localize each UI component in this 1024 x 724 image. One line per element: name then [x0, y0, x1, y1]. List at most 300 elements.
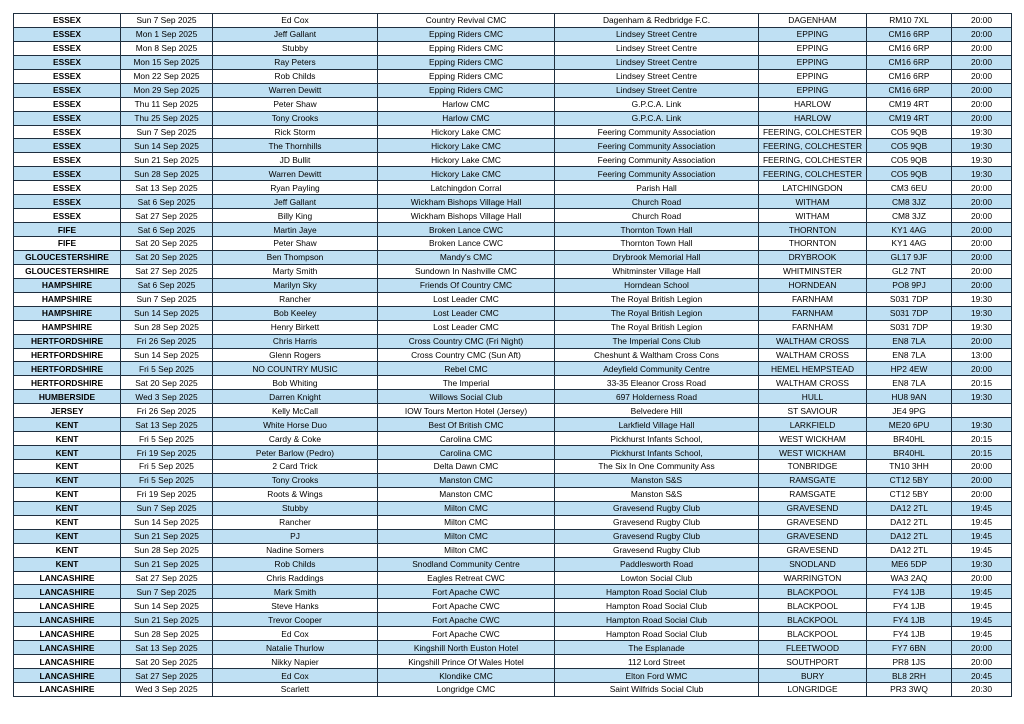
time-cell: 20:00 [952, 41, 1012, 55]
artist-cell: Scarlett [213, 683, 378, 697]
time-cell: 20:00 [952, 571, 1012, 585]
venue-cell: Manston S&S [555, 487, 759, 501]
town-cell: WITHAM [759, 209, 867, 223]
postcode-cell: FY7 6BN [867, 641, 952, 655]
table-row [14, 432, 1012, 446]
table-row [14, 599, 1012, 613]
artist-cell: Tony Crooks [213, 111, 378, 125]
postcode-cell: CT12 5BY [867, 487, 952, 501]
county-cell: LANCASHIRE [14, 613, 121, 627]
postcode-cell: CM19 4RT [867, 97, 952, 111]
postcode-cell: BL8 2RH [867, 669, 952, 683]
county-cell: LANCASHIRE [14, 669, 121, 683]
date-cell: Fri 5 Sep 2025 [121, 432, 213, 446]
artist-cell: Peter Shaw [213, 97, 378, 111]
time-cell: 19:45 [952, 599, 1012, 613]
venue-cell: Drybrook Memorial Hall [555, 250, 759, 264]
artist-cell: White Horse Duo [213, 418, 378, 432]
artist-cell: Ryan Payling [213, 181, 378, 195]
table-row [14, 153, 1012, 167]
table-row [14, 209, 1012, 223]
postcode-cell: DA12 2TL [867, 543, 952, 557]
venue-cell: The Six In One Community Ass [555, 460, 759, 474]
town-cell: LARKFIELD [759, 418, 867, 432]
venue-cell: Lindsey Street Centre [555, 55, 759, 69]
town-cell: WARRINGTON [759, 571, 867, 585]
date-cell: Wed 3 Sep 2025 [121, 390, 213, 404]
club-cell: Lost Leader CMC [378, 306, 555, 320]
date-cell: Sat 13 Sep 2025 [121, 181, 213, 195]
town-cell: BLACKPOOL [759, 599, 867, 613]
town-cell: EPPING [759, 83, 867, 97]
venue-cell: Lindsey Street Centre [555, 69, 759, 83]
time-cell: 20:00 [952, 27, 1012, 41]
table-row [14, 571, 1012, 585]
date-cell: Mon 29 Sep 2025 [121, 83, 213, 97]
county-cell: KENT [14, 460, 121, 474]
county-cell: HERTFORDSHIRE [14, 362, 121, 376]
date-cell: Sun 14 Sep 2025 [121, 515, 213, 529]
venue-cell: Gravesend Rugby Club [555, 543, 759, 557]
table-row [14, 69, 1012, 83]
time-cell: 13:00 [952, 348, 1012, 362]
county-cell: KENT [14, 473, 121, 487]
time-cell: 20:00 [952, 264, 1012, 278]
date-cell: Sat 6 Sep 2025 [121, 278, 213, 292]
venue-cell: G.P.C.A. Link [555, 97, 759, 111]
county-cell: GLOUCESTERSHIRE [14, 250, 121, 264]
town-cell: WEST WICKHAM [759, 432, 867, 446]
artist-cell: Darren Knight [213, 390, 378, 404]
table-row [14, 223, 1012, 237]
club-cell: Friends Of Country CMC [378, 278, 555, 292]
table-row [14, 181, 1012, 195]
county-cell: HAMPSHIRE [14, 278, 121, 292]
table-row [14, 292, 1012, 306]
table-row [14, 390, 1012, 404]
artist-cell: Rancher [213, 292, 378, 306]
events-table-body [14, 14, 1012, 697]
club-cell: Snodland Community Centre [378, 557, 555, 571]
club-cell: Epping Riders CMC [378, 83, 555, 97]
venue-cell: Thornton Town Hall [555, 237, 759, 251]
artist-cell: Bob Keeley [213, 306, 378, 320]
date-cell: Sun 7 Sep 2025 [121, 585, 213, 599]
postcode-cell: PR3 3WQ [867, 683, 952, 697]
town-cell: DRYBROOK [759, 250, 867, 264]
table-row [14, 14, 1012, 28]
date-cell: Fri 19 Sep 2025 [121, 446, 213, 460]
club-cell: Fort Apache CWC [378, 585, 555, 599]
town-cell: GRAVESEND [759, 543, 867, 557]
time-cell: 20:00 [952, 111, 1012, 125]
table-row [14, 55, 1012, 69]
time-cell: 20:00 [952, 14, 1012, 28]
time-cell: 20:00 [952, 362, 1012, 376]
date-cell: Sat 6 Sep 2025 [121, 223, 213, 237]
time-cell: 19:30 [952, 557, 1012, 571]
date-cell: Sat 27 Sep 2025 [121, 264, 213, 278]
table-row [14, 167, 1012, 181]
artist-cell: Roots & Wings [213, 487, 378, 501]
county-cell: HERTFORDSHIRE [14, 348, 121, 362]
town-cell: FLEETWOOD [759, 641, 867, 655]
date-cell: Mon 15 Sep 2025 [121, 55, 213, 69]
table-row [14, 501, 1012, 515]
venue-cell: The Imperial Cons Club [555, 334, 759, 348]
club-cell: Kingshill Prince Of Wales Hotel [378, 655, 555, 669]
town-cell: WALTHAM CROSS [759, 348, 867, 362]
date-cell: Sun 14 Sep 2025 [121, 139, 213, 153]
club-cell: Epping Riders CMC [378, 41, 555, 55]
time-cell: 20:00 [952, 209, 1012, 223]
club-cell: Broken Lance CWC [378, 237, 555, 251]
county-cell: KENT [14, 446, 121, 460]
venue-cell: Elton Ford WMC [555, 669, 759, 683]
town-cell: WALTHAM CROSS [759, 334, 867, 348]
club-cell: Fort Apache CWC [378, 627, 555, 641]
artist-cell: Warren Dewitt [213, 167, 378, 181]
venue-cell: Paddlesworth Road [555, 557, 759, 571]
date-cell: Sat 20 Sep 2025 [121, 250, 213, 264]
table-row [14, 334, 1012, 348]
club-cell: Country Revival CMC [378, 14, 555, 28]
county-cell: ESSEX [14, 41, 121, 55]
town-cell: WEST WICKHAM [759, 446, 867, 460]
date-cell: Fri 26 Sep 2025 [121, 404, 213, 418]
artist-cell: Cardy & Coke [213, 432, 378, 446]
county-cell: ESSEX [14, 195, 121, 209]
artist-cell: Tony Crooks [213, 473, 378, 487]
date-cell: Sun 28 Sep 2025 [121, 167, 213, 181]
time-cell: 20:15 [952, 446, 1012, 460]
club-cell: Fort Apache CWC [378, 613, 555, 627]
postcode-cell: ME6 5DP [867, 557, 952, 571]
postcode-cell: S031 7DP [867, 292, 952, 306]
town-cell: FEERING, COLCHESTER [759, 153, 867, 167]
table-row [14, 125, 1012, 139]
postcode-cell: DA12 2TL [867, 501, 952, 515]
date-cell: Sun 7 Sep 2025 [121, 14, 213, 28]
club-cell: Hickory Lake CMC [378, 125, 555, 139]
postcode-cell: CO5 9QB [867, 139, 952, 153]
venue-cell: Hampton Road Social Club [555, 627, 759, 641]
town-cell: TONBRIDGE [759, 460, 867, 474]
town-cell: FEERING, COLCHESTER [759, 125, 867, 139]
table-row [14, 613, 1012, 627]
artist-cell: Ed Cox [213, 669, 378, 683]
artist-cell: Ed Cox [213, 627, 378, 641]
venue-cell: The Royal British Legion [555, 320, 759, 334]
date-cell: Mon 8 Sep 2025 [121, 41, 213, 55]
county-cell: KENT [14, 418, 121, 432]
date-cell: Sat 27 Sep 2025 [121, 571, 213, 585]
postcode-cell: FY4 1JB [867, 627, 952, 641]
postcode-cell: EN8 7LA [867, 348, 952, 362]
club-cell: Longridge CMC [378, 683, 555, 697]
artist-cell: Chris Harris [213, 334, 378, 348]
town-cell: EPPING [759, 69, 867, 83]
table-row [14, 641, 1012, 655]
club-cell: Lost Leader CMC [378, 320, 555, 334]
venue-cell: Lindsey Street Centre [555, 83, 759, 97]
club-cell: Best Of British CMC [378, 418, 555, 432]
table-row [14, 487, 1012, 501]
date-cell: Thu 25 Sep 2025 [121, 111, 213, 125]
date-cell: Sat 13 Sep 2025 [121, 641, 213, 655]
venue-cell: Feering Community Association [555, 167, 759, 181]
venue-cell: Church Road [555, 195, 759, 209]
county-cell: HUMBERSIDE [14, 390, 121, 404]
artist-cell: Billy King [213, 209, 378, 223]
town-cell: FARNHAM [759, 320, 867, 334]
date-cell: Sat 27 Sep 2025 [121, 669, 213, 683]
club-cell: Wickham Bishops Village Hall [378, 209, 555, 223]
club-cell: Hickory Lake CMC [378, 139, 555, 153]
table-row [14, 250, 1012, 264]
time-cell: 19:45 [952, 529, 1012, 543]
county-cell: HAMPSHIRE [14, 320, 121, 334]
time-cell: 20:00 [952, 83, 1012, 97]
table-row [14, 320, 1012, 334]
date-cell: Sun 21 Sep 2025 [121, 557, 213, 571]
artist-cell: Marilyn Sky [213, 278, 378, 292]
venue-cell: Horndean School [555, 278, 759, 292]
venue-cell: Church Road [555, 209, 759, 223]
table-row [14, 41, 1012, 55]
club-cell: Sundown In Nashville CMC [378, 264, 555, 278]
table-row [14, 83, 1012, 97]
county-cell: ESSEX [14, 55, 121, 69]
venue-cell: Feering Community Association [555, 153, 759, 167]
venue-cell: Pickhurst Infants School, [555, 432, 759, 446]
date-cell: Sun 14 Sep 2025 [121, 348, 213, 362]
date-cell: Mon 22 Sep 2025 [121, 69, 213, 83]
date-cell: Sun 7 Sep 2025 [121, 125, 213, 139]
club-cell: Cross Country CMC (Sun Aft) [378, 348, 555, 362]
artist-cell: Stubby [213, 41, 378, 55]
time-cell: 20:45 [952, 669, 1012, 683]
town-cell: LONGRIDGE [759, 683, 867, 697]
date-cell: Sun 7 Sep 2025 [121, 501, 213, 515]
time-cell: 20:00 [952, 195, 1012, 209]
venue-cell: Hampton Road Social Club [555, 585, 759, 599]
date-cell: Sun 28 Sep 2025 [121, 543, 213, 557]
table-row [14, 669, 1012, 683]
time-cell: 20:00 [952, 69, 1012, 83]
postcode-cell: ME20 6PU [867, 418, 952, 432]
venue-cell: 33-35 Eleanor Cross Road [555, 376, 759, 390]
town-cell: FARNHAM [759, 292, 867, 306]
table-row [14, 376, 1012, 390]
county-cell: LANCASHIRE [14, 571, 121, 585]
postcode-cell: CM19 4RT [867, 111, 952, 125]
postcode-cell: BR40HL [867, 446, 952, 460]
town-cell: WALTHAM CROSS [759, 376, 867, 390]
town-cell: SOUTHPORT [759, 655, 867, 669]
club-cell: Milton CMC [378, 543, 555, 557]
county-cell: ESSEX [14, 139, 121, 153]
club-cell: Hickory Lake CMC [378, 167, 555, 181]
club-cell: Hickory Lake CMC [378, 153, 555, 167]
time-cell: 20:15 [952, 432, 1012, 446]
venue-cell: Belvedere Hill [555, 404, 759, 418]
artist-cell: Martin Jaye [213, 223, 378, 237]
town-cell: FEERING, COLCHESTER [759, 167, 867, 181]
venue-cell: Gravesend Rugby Club [555, 515, 759, 529]
town-cell: EPPING [759, 27, 867, 41]
county-cell: KENT [14, 543, 121, 557]
events-table [13, 13, 1012, 697]
venue-cell: Gravesend Rugby Club [555, 501, 759, 515]
table-row [14, 585, 1012, 599]
table-row [14, 306, 1012, 320]
table-row [14, 27, 1012, 41]
table-row [14, 473, 1012, 487]
artist-cell: Steve Hanks [213, 599, 378, 613]
county-cell: HAMPSHIRE [14, 306, 121, 320]
time-cell: 19:30 [952, 418, 1012, 432]
town-cell: BURY [759, 669, 867, 683]
county-cell: ESSEX [14, 167, 121, 181]
postcode-cell: EN8 7LA [867, 334, 952, 348]
postcode-cell: CM16 6RP [867, 69, 952, 83]
town-cell: FEERING, COLCHESTER [759, 139, 867, 153]
date-cell: Fri 5 Sep 2025 [121, 460, 213, 474]
club-cell: Epping Riders CMC [378, 27, 555, 41]
postcode-cell: CO5 9QB [867, 153, 952, 167]
postcode-cell: TN10 3HH [867, 460, 952, 474]
artist-cell: Mark Smith [213, 585, 378, 599]
town-cell: THORNTON [759, 223, 867, 237]
time-cell: 20:00 [952, 181, 1012, 195]
venue-cell: The Esplanade [555, 641, 759, 655]
postcode-cell: CO5 9QB [867, 125, 952, 139]
time-cell: 20:00 [952, 55, 1012, 69]
postcode-cell: RM10 7XL [867, 14, 952, 28]
postcode-cell: GL2 7NT [867, 264, 952, 278]
table-row [14, 111, 1012, 125]
artist-cell: The Thornhills [213, 139, 378, 153]
artist-cell: Chris Raddings [213, 571, 378, 585]
table-row [14, 362, 1012, 376]
club-cell: Rebel CMC [378, 362, 555, 376]
club-cell: Cross Country CMC (Fri Night) [378, 334, 555, 348]
artist-cell: Glenn Rogers [213, 348, 378, 362]
county-cell: KENT [14, 529, 121, 543]
artist-cell: Natalie Thurlow [213, 641, 378, 655]
venue-cell: Parish Hall [555, 181, 759, 195]
date-cell: Sun 28 Sep 2025 [121, 320, 213, 334]
postcode-cell: KY1 4AG [867, 223, 952, 237]
club-cell: Fort Apache CWC [378, 599, 555, 613]
artist-cell: 2 Card Trick [213, 460, 378, 474]
date-cell: Sun 14 Sep 2025 [121, 599, 213, 613]
artist-cell: JD Bullit [213, 153, 378, 167]
club-cell: Carolina CMC [378, 446, 555, 460]
table-row [14, 683, 1012, 697]
time-cell: 20:00 [952, 237, 1012, 251]
county-cell: KENT [14, 557, 121, 571]
artist-cell: Ed Cox [213, 14, 378, 28]
town-cell: GRAVESEND [759, 529, 867, 543]
date-cell: Mon 1 Sep 2025 [121, 27, 213, 41]
postcode-cell: S031 7DP [867, 306, 952, 320]
time-cell: 20:00 [952, 334, 1012, 348]
county-cell: ESSEX [14, 14, 121, 28]
time-cell: 19:30 [952, 306, 1012, 320]
county-cell: KENT [14, 501, 121, 515]
club-cell: Harlow CMC [378, 111, 555, 125]
town-cell: FARNHAM [759, 306, 867, 320]
town-cell: HULL [759, 390, 867, 404]
postcode-cell: CM16 6RP [867, 27, 952, 41]
club-cell: Epping Riders CMC [378, 69, 555, 83]
time-cell: 19:45 [952, 613, 1012, 627]
venue-cell: Pickhurst Infants School, [555, 446, 759, 460]
club-cell: Klondike CMC [378, 669, 555, 683]
postcode-cell: JE4 9PG [867, 404, 952, 418]
club-cell: Broken Lance CWC [378, 223, 555, 237]
artist-cell: Henry Birkett [213, 320, 378, 334]
club-cell: Wickham Bishops Village Hall [378, 195, 555, 209]
table-row [14, 418, 1012, 432]
county-cell: FIFE [14, 223, 121, 237]
county-cell: FIFE [14, 237, 121, 251]
date-cell: Sun 28 Sep 2025 [121, 627, 213, 641]
postcode-cell: FY4 1JB [867, 585, 952, 599]
county-cell: HAMPSHIRE [14, 292, 121, 306]
time-cell: 19:45 [952, 627, 1012, 641]
date-cell: Sat 20 Sep 2025 [121, 376, 213, 390]
club-cell: Carolina CMC [378, 432, 555, 446]
date-cell: Fri 5 Sep 2025 [121, 473, 213, 487]
time-cell: 19:30 [952, 153, 1012, 167]
county-cell: JERSEY [14, 404, 121, 418]
venue-cell: Feering Community Association [555, 139, 759, 153]
artist-cell: Peter Barlow (Pedro) [213, 446, 378, 460]
table-row [14, 515, 1012, 529]
town-cell: GRAVESEND [759, 515, 867, 529]
time-cell: 19:30 [952, 125, 1012, 139]
time-cell [952, 404, 1012, 418]
town-cell: HARLOW [759, 111, 867, 125]
town-cell: LATCHINGDON [759, 181, 867, 195]
county-cell: ESSEX [14, 209, 121, 223]
table-row [14, 627, 1012, 641]
time-cell: 20:00 [952, 641, 1012, 655]
postcode-cell: PO8 9PJ [867, 278, 952, 292]
postcode-cell: EN8 7LA [867, 376, 952, 390]
artist-cell: Rick Storm [213, 125, 378, 139]
postcode-cell: FY4 1JB [867, 613, 952, 627]
club-cell: Latchingdon Corral [378, 181, 555, 195]
artist-cell: Rancher [213, 515, 378, 529]
county-cell: HERTFORDSHIRE [14, 376, 121, 390]
time-cell: 19:30 [952, 167, 1012, 181]
club-cell: Lost Leader CMC [378, 292, 555, 306]
table-row [14, 264, 1012, 278]
club-cell: The Imperial [378, 376, 555, 390]
venue-cell: Hampton Road Social Club [555, 599, 759, 613]
venue-cell: The Royal British Legion [555, 292, 759, 306]
table-row [14, 446, 1012, 460]
time-cell: 20:00 [952, 473, 1012, 487]
postcode-cell: CM16 6RP [867, 41, 952, 55]
table-row [14, 97, 1012, 111]
time-cell: 19:30 [952, 390, 1012, 404]
date-cell: Sun 21 Sep 2025 [121, 153, 213, 167]
